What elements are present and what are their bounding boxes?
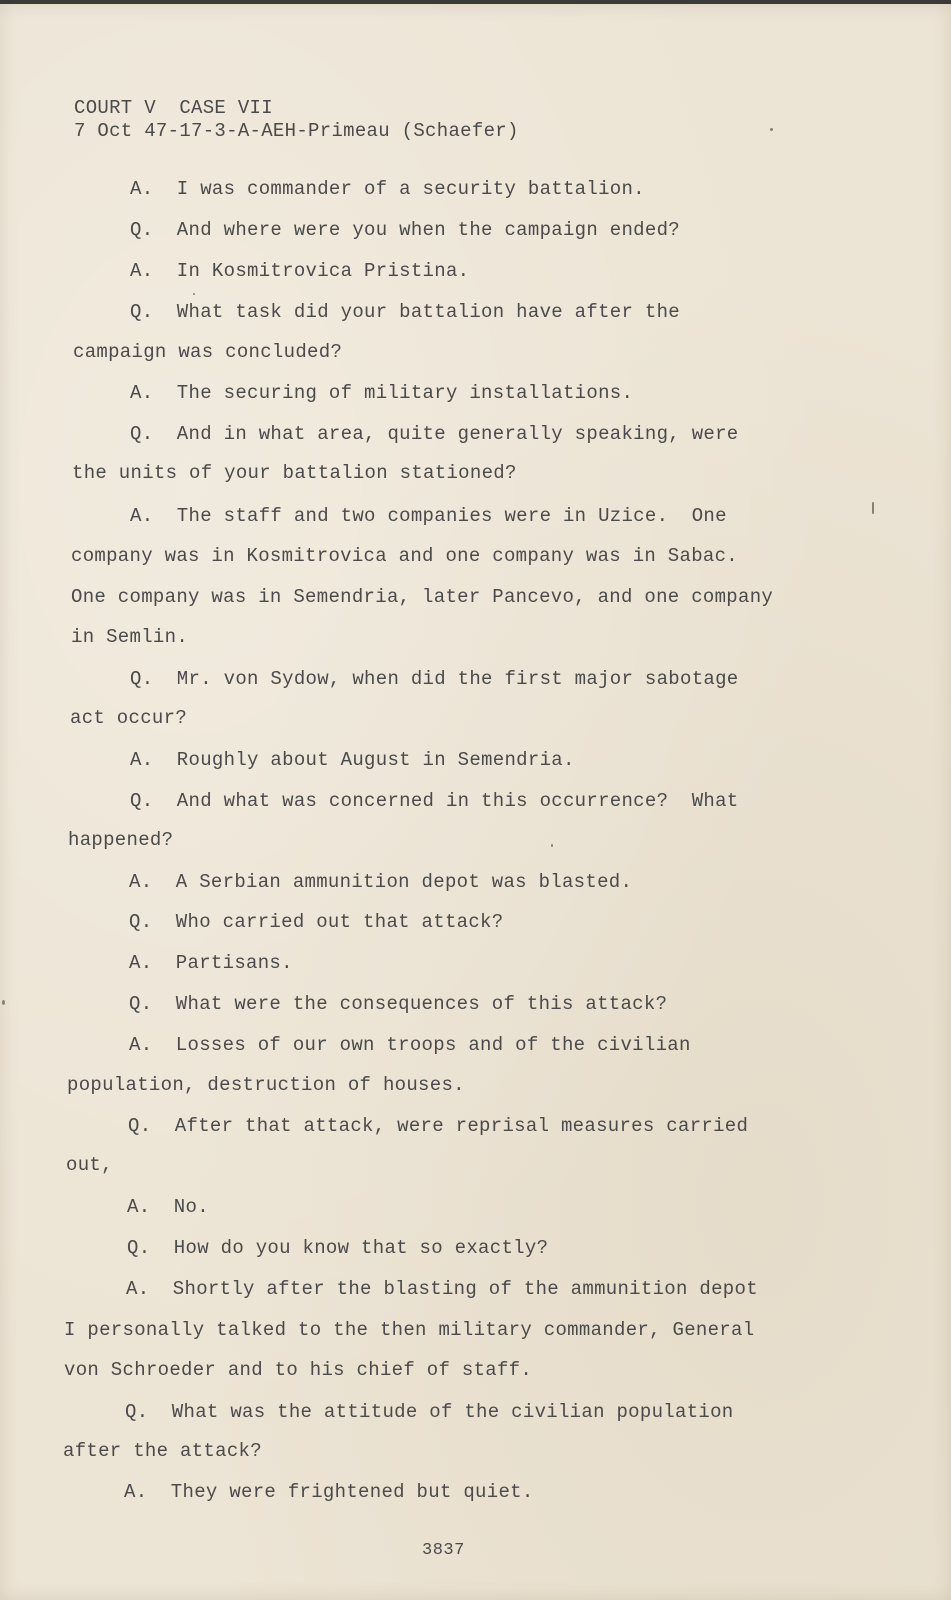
transcript-line: A. A Serbian ammunition depot was blasted. bbox=[129, 871, 633, 893]
transcript-line: Q. And what was concerned in this occurrence? What bbox=[130, 790, 739, 812]
transcript-line: in Semlin. bbox=[71, 626, 189, 648]
transcript-line: A. Partisans. bbox=[129, 952, 293, 974]
transcript-line: A. No. bbox=[127, 1196, 209, 1218]
transcript-line: von Schroeder and to his chief of staff. bbox=[64, 1359, 533, 1381]
header-reference: 7 Oct 47-17-3-A-AEH-Primeau (Schaefer) bbox=[74, 120, 519, 142]
transcript-line: Q. And where were you when the campaign ended? bbox=[130, 219, 680, 241]
transcript-line: One company was in Semendria, later Pancevo, and one company bbox=[71, 586, 774, 608]
paper-speck bbox=[872, 502, 874, 514]
page-number: 3837 bbox=[422, 1541, 465, 1560]
paper-speck bbox=[551, 844, 553, 847]
transcript-line: act occur? bbox=[70, 707, 188, 729]
paper-speck bbox=[2, 1000, 5, 1005]
transcript-line: population, destruction of houses. bbox=[67, 1074, 465, 1096]
transcript-line: A. In Kosmitrovica Pristina. bbox=[130, 260, 470, 282]
transcript-line: A. Shortly after the blasting of the ammunition depot bbox=[126, 1278, 758, 1300]
transcript-line: Q. And in what area, quite generally speaking, were bbox=[130, 423, 739, 445]
transcript-line: A. The staff and two companies were in Uzice. One bbox=[130, 505, 727, 527]
paper-speck bbox=[770, 128, 773, 131]
document-header bbox=[74, 97, 519, 143]
transcript-line: Q. What were the consequences of this attack? bbox=[129, 993, 668, 1015]
transcript-line: A. They were frightened but quiet. bbox=[124, 1481, 534, 1503]
transcript-line: Q. What was the attitude of the civilian population bbox=[125, 1401, 734, 1423]
transcript-line: company was in Kosmitrovica and one company was in Sabac. bbox=[71, 545, 739, 567]
transcript-line: Q. After that attack, were reprisal measures carried bbox=[128, 1115, 749, 1137]
header-court-case: COURT V CASE VII bbox=[74, 97, 273, 119]
transcript-line: Q. How do you know that so exactly? bbox=[127, 1237, 549, 1259]
paper-speck bbox=[193, 293, 195, 295]
transcript-line: Q. Who carried out that attack? bbox=[129, 911, 504, 933]
transcript-line: campaign was concluded? bbox=[73, 341, 343, 363]
transcript-line: after the attack? bbox=[63, 1440, 262, 1462]
transcript-line: happened? bbox=[68, 829, 174, 851]
transcript-line: A. The securing of military installations. bbox=[130, 382, 634, 404]
transcript-line: A. Losses of our own troops and of the civilian bbox=[129, 1034, 691, 1056]
transcript-line: out, bbox=[66, 1154, 113, 1176]
transcript-line: A. I was commander of a security battalion. bbox=[130, 178, 645, 200]
document-page bbox=[0, 4, 951, 1600]
transcript-line: A. Roughly about August in Semendria. bbox=[130, 749, 575, 771]
transcript-line: Q. Mr. von Sydow, when did the first major sabotage bbox=[130, 668, 739, 690]
transcript-line: the units of your battalion stationed? bbox=[72, 462, 517, 484]
transcript-line: I personally talked to the then military commander, General bbox=[64, 1319, 755, 1341]
transcript-line: Q. What task did your battalion have after the bbox=[130, 301, 680, 323]
